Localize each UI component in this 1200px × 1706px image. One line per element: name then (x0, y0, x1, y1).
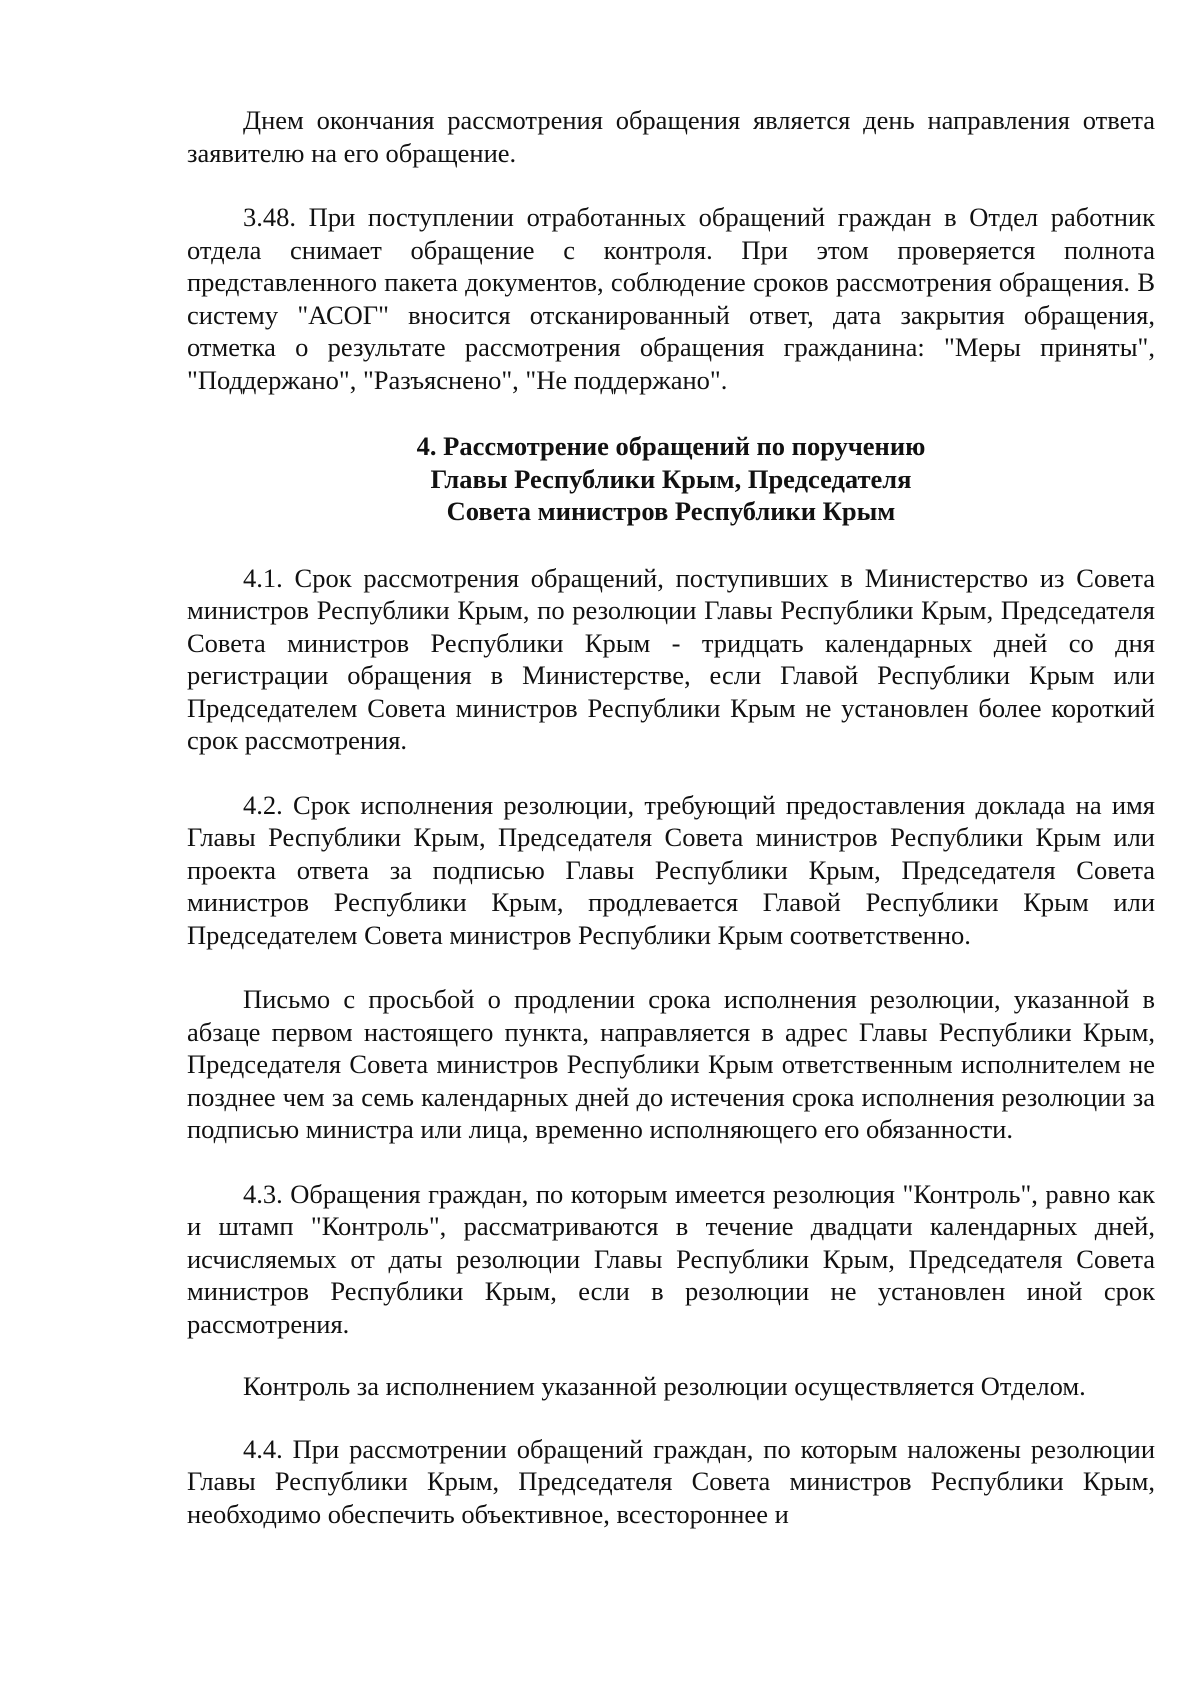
paragraph-4-2: 4.2. Срок исполнения резолюции, требующий предоставления доклада на имя Главы Республики Крым, Председателя Совета министров Республики Крым или проекта ответа за подписью Главы Республики Крым, Председателя Совета министров Республики Крым, продлевается Главой Республики Крым или Председателем Совета министров Республики Крым соответственно. (187, 789, 1155, 950)
section-heading-line-1: 4. Рассмотрение обращений по поручению (416, 431, 926, 461)
paragraph-4-3: 4.3. Обращения граждан, по которым имеется резолюция "Контроль", равно как и штамп "Контроль", рассматриваются в течение двадцати календарных дней, исчисляемых от даты резолюции Главы Республики Крым, Председателя Совета министров Республики Крым, если в резолюции не установлен иной срок рассмотрения. (187, 1178, 1155, 1339)
paragraph-review-end-day: Днем окончания рассмотрения обращения является день направления ответа заявителю на его обращение. (187, 105, 1155, 168)
section-heading-4 (187, 430, 1155, 528)
section-heading-line-3: Совета министров Республики Крым (446, 496, 896, 526)
paragraph-4-4: 4.4. При рассмотрении обращений граждан, по которым наложены резолюции Главы Республики Крым, Председателя Совета министров Республики Крым, необходимо обеспечить объективное, всестороннее и (187, 1433, 1155, 1529)
paragraph-extension-letter: Письмо с просьбой о продлении срока исполнения резолюции, указанной в абзаце первом настоящего пункта, направляется в адрес Главы Республики Крым, Председателя Совета министров Республики Крым ответственным исполнителем не позднее чем за семь календарных дней до истечения срока исполнения резолюции за подписью министра или лица, временно исполняющего его обязанности. (187, 984, 1155, 1144)
document-body (187, 104, 1155, 1530)
paragraph-3-48: 3.48. При поступлении отработанных обращений граждан в Отдел работник отдела снимает обращение с контроля. При этом проверяется полнота представленного пакета документов, соблюдение сроков рассмотрения обращения. В систему "АСОГ" вносится отсканированный ответ, дата закрытия обращения, отметка о результате рассмотрения обращения гражданина: "Меры приняты", "Поддержано", "Разъяснено", "Не поддержано". (187, 202, 1155, 395)
paragraph-control-by-department: Контроль за исполнением указанной резолюции осуществляется Отделом. (243, 1371, 1086, 1401)
section-heading-line-2: Главы Республики Крым, Председателя (430, 463, 912, 494)
paragraph-4-1: 4.1. Срок рассмотрения обращений, поступивших в Министерство из Совета министров Республики Крым, по резолюции Главы Республики Крым, Председателя Совета министров Республики Крым - тридцать календарных дней со дня регистрации обращения в Министерстве, если Главой Республики Крым или Председателем Совета министров Республики Крым не установлен более короткий срок рассмотрения. (187, 562, 1155, 755)
